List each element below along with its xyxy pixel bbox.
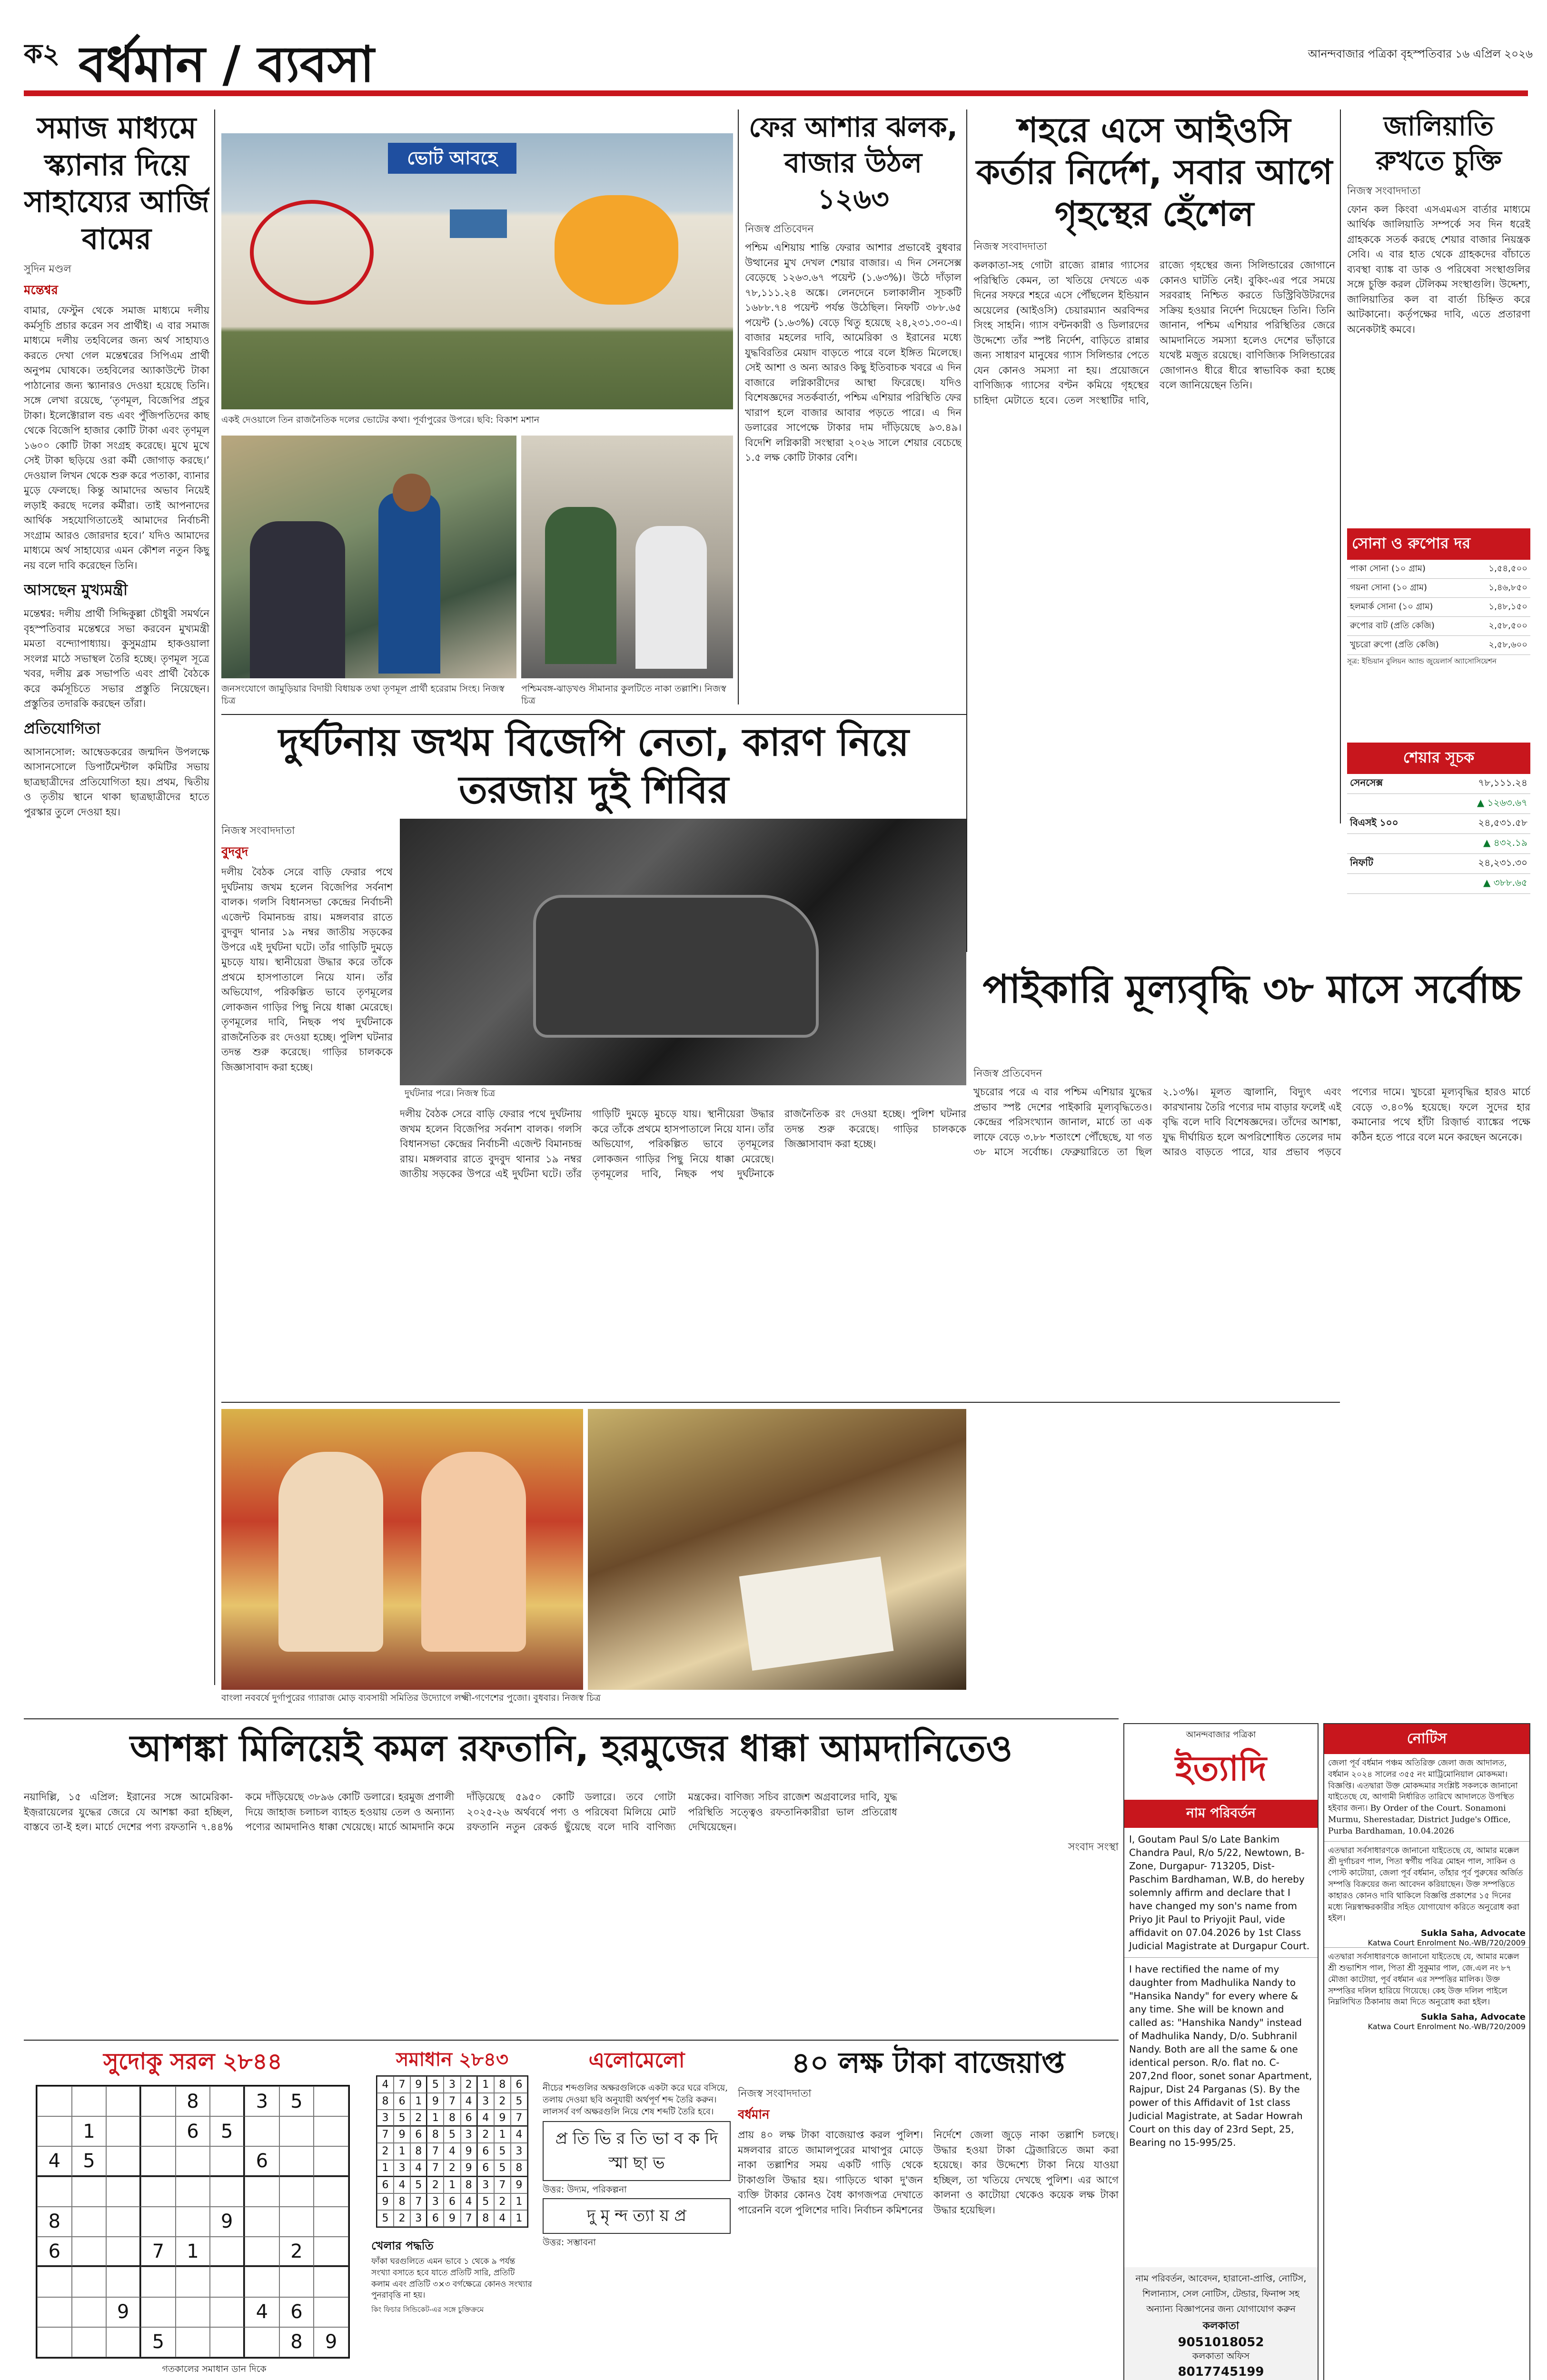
sudoku-cell[interactable] <box>279 2146 314 2176</box>
sudoku-cell[interactable]: 8 <box>279 2327 314 2357</box>
accident-photo <box>400 819 966 1085</box>
body: কলকাতা-সহ গোটা রাজ্যে রান্নার গ্যাসের পরিস্থিতি কেমন, তা খতিয়ে দেখতে এক দিনের সফরে শহরে এসে পৌঁছলেন ইন্ডিয়ান অয়েলের (আইওসি) চেয়ারম্যান অরবিন্দর সিংহ সাহনি। গ্যাস বন্টনকারী ও ডিলারদের উদ্দেশ্যে তাঁর স্পষ্ট নির্দেশ, বাড়িতে রান্নার জন্য সাধারণ মানুষের গ্যাস সিলিন্ডার পেতে যেন কোনও সমস্যা না হয়। প্রয়োজনে বাণিজ্যিক গ্যাসের বণ্টন কমিয়ে গৃহস্থের চাহিদা মেটাতে হবে। তেল সংস্থাটির দাবি, রাজ্যে গৃহস্থের জন্য সিলিন্ডারের জোগানে কোনও ঘাটতি নেই। বুকিং-এর পরে সময়ে সরবরাহ নিশ্চিত করতে ডিস্ট্রিবিউটরদের সক্রিয় হওয়ার নির্দেশ দিয়েছেন তিনি। তিনি জানান, পশ্চিম এশিয়ার পরিস্থিতির জেরে আমদানিতে সমস্যা হলেও দেশের ভাঁড়ারে যথেষ্ট মজুত রয়েছে। বাণিজ্যিক সিলিন্ডারের জোগানও ধীরে ধীরে স্বাভাবিক করা হচ্ছে বলে জানিয়েছেন তিনি। <box>973 259 1335 406</box>
sudoku-cell[interactable] <box>314 2207 348 2237</box>
gold-title: সোনা ও রুপোর দর <box>1347 528 1530 560</box>
sudoku-cell[interactable] <box>279 2207 314 2237</box>
solution-cell: 3 <box>444 2076 460 2093</box>
page-number: ক২ <box>24 39 60 69</box>
solution-cell: 7 <box>410 2193 427 2210</box>
solution-cell: 6 <box>477 2143 494 2160</box>
gold-note: সূত্র: ইন্ডিয়ান বুলিয়ন অ্যান্ড জুয়েলার্স অ্যাসোসিয়েশন <box>1347 657 1497 665</box>
article-accident <box>221 819 393 1395</box>
accident-headline: দুর্ঘটনায় জখম বিজেপি নেতা, কারণ নিয়ে তরজায় দুই শিবির <box>278 720 909 812</box>
body: ফোন কল কিংবা এসএমএস বার্তার মাধ্যমে আর্থিক জালিয়াতি সম্পর্কে সব দিন ধরেই গ্রাহককে সতর্ক করছে শেয়ার বাজার নিয়ন্ত্রক সেবি। এ বার হাত থেকে গ্রাহকদের বাঁচাতে ব্যবস্থা ব্যাঙ্ক বা ডাক ও পরিষেবা সংস্থাগুলির সঙ্গে চুক্তি করল টেলিকম সংস্থাগুলি। উদ্দেশ্য, জালিয়াতির কল বা বার্তা চিহ্নিত করে আটকানো। কর্তৃপক্ষের দাবি, এতে প্রতারণা অনেকটাই কমবে। <box>1347 203 1530 335</box>
solution-cell: 8 <box>461 2177 477 2193</box>
solution-cell: 2 <box>461 2076 477 2093</box>
stock-table <box>1347 774 1530 894</box>
sudoku-cell[interactable] <box>279 2116 314 2146</box>
solution-title: সমাধান ২৮৪৩ <box>396 2049 508 2071</box>
notice-3: এতদ্বারা সর্বসাধারণকে জানানো যাইতেছে যে, আমার মক্কেল শ্রী শুভাশিস পাল, পিতা শ্রী সুকুমার পাল, জে.এল নং ৮৭ মৌজা কাটোয়া, পূর্ব বর্ধমান এর সম্পত্তির মালিক। উক্ত সম্পত্তির দলিল হারিয়ে গিয়েছে। কেহ উক্ত দলিল পাইলে নিম্নলিখিত ঠিকানায় জমা দিতে অনুরোধ করা হইল। <box>1324 1947 1529 2012</box>
byline: নিজস্ব সংবাদদাতা <box>738 2088 812 2100</box>
article-exports <box>24 1790 1119 2037</box>
solution-cell: 5 <box>377 2210 394 2227</box>
sudoku-cell[interactable] <box>210 2146 245 2176</box>
solution-grid <box>376 2075 528 2228</box>
table-row: ▲ ৩৮৮.৬৫ <box>1347 874 1530 894</box>
ittyadi-brand: ইত্যাদি <box>1175 1748 1267 1788</box>
solution-cell: 6 <box>410 2126 427 2143</box>
sudoku-cell[interactable] <box>210 2237 245 2267</box>
sudoku-cell[interactable]: 8 <box>176 2086 210 2116</box>
solution-cell: 3 <box>394 2160 410 2177</box>
solution-cell: 9 <box>427 2093 444 2110</box>
solution-cell: 7 <box>494 2177 511 2193</box>
solution-cell: 2 <box>427 2177 444 2193</box>
solution-cell: 7 <box>427 2160 444 2177</box>
headline: ৪০ লক্ষ টাকা বাজেয়াপ্ত <box>791 2046 1065 2080</box>
solution-cell: 5 <box>511 2093 527 2110</box>
table-row: হলমার্ক সোনা (১০ গ্রাম) ১,৪৮,১৫০ <box>1347 598 1530 617</box>
body: খুচরোর পরে এ বার পশ্চিম এশিয়ার যুদ্ধের প্রভাব স্পষ্ট দেশের পাইকারি মূল্যবৃদ্ধিতেও। কেন্দ্রের পরিসংখ্যান জানাল, মার্চে তা এক লাফে বেড়ে ৩.৮৮ শতাংশে পৌঁছেছে, যা গত ৩৮ মাসে সর্বোচ্চ। ফেব্রুয়ারিতে তা ছিল ২.১৩%। মূলত জ্বালানি, বিদ্যুৎ এবং কারখানায় তৈরি পণ্যের দাম বাড়ার ফলেই এই বৃদ্ধি বলে দাবি বিশেষজ্ঞদের। তাঁদের আশঙ্কা, যুদ্ধ দীর্ঘায়িত হলে অপরিশোধিত তেলের দাম আরও বাড়তে পারে, যার প্রভাব পড়বে পণ্যের দামে। খুচরো মূল্যবৃদ্ধির হারও মার্চে বেড়ে ৩.৪০% হয়েছে। ফলে সুদের হার কমানোর পথে হাঁটা রিজ়ার্ভ ব্যাঙ্কের পক্ষে কঠিন হতে পারে বলে মনে করছেন অনেকে। <box>973 1086 1530 1158</box>
table-row: পাকা সোনা (১০ গ্রাম) ১,৫৪,৫০০ <box>1347 560 1530 579</box>
solution-cell: 5 <box>394 2110 410 2126</box>
solution-cell: 5 <box>477 2193 494 2210</box>
wall-graffiti-photo <box>221 133 733 409</box>
notice-column: নোটিস জেলা পূর্ব বর্ধমান পঞ্চম অতিরিক্ত জেলা জজ আদালত, বর্ধমান ২০২৪ সালের ৩৫৫ নং মাট্রিমোনিয়াল মোকদ্দমা। বিজ্ঞপ্তি। এতদ্বারা উক্ত মোকদ্দমার সংশ্লিষ্ট সকলকে জানানো যাইতেছে যে, আগামী নির্ধারিত তারিখে আদালতে উপস্থিত হইবার জন্য। By Order of the Court. Sonamoni Murmu, Sherestadar, District Judge's Office, Purba Bardhaman, 10.04.2026 এতদ্বারা সর্বসাধারণকে জানানো যাইতেছে যে, আমার মক্কেল শ্রী দুর্গাচরণ পাল, পিতা স্বর্গীয় পবিত্র মোহন পাল, সাকিন ও পোস্ট কাটোয়া, জেলা পূর্ব বর্ধমান, তাঁহার পূর্ব পুরুষের অর্জিত সম্পত্তি বিক্রয়ের জন্য আবেদন করিয়াছেন। উক্ত সম্পত্তিতে কাহারও কোনও দাবি থাকিলে বিজ্ঞপ্তি প্রকাশের ১৫ দিনের মধ্যে নিম্নস্বাক্ষরকারীর সহিত যোগাযোগ করিতে অনুরোধ করা হইল। Sukla Saha, Advocate Katwa Court Enrolment No.-WB/720/2009 এতদ্বারা সর্বসাধারণকে জানানো যাইতেছে যে, আমার মক্কেল শ্রী শুভাশিস পাল, পিতা শ্রী সুকুমার পাল, জে.এল নং ৮৭ মৌজা কাটোয়া, পূর্ব বর্ধমান এর সম্পত্তির মালিক। উক্ত সম্পত্তির দলিল হারিয়ে গিয়েছে। কেহ উক্ত দলিল পাইলে নিম্নলিখিত ঠিকানায় জমা দিতে অনুরোধ করা হইল। Sukla Saha, Advocate Katwa Court Enrolment No.-WB/720/2009 <box>1323 1723 1530 2380</box>
solution-cell: 7 <box>427 2143 444 2160</box>
solution-cell: 8 <box>394 2193 410 2210</box>
photo1-caption: একই দেওয়ালে তিন রাজনৈতিক দলের ভোটের কথা। পূর্বাপুরের উপরে। ছবি: বিকাশ মশান <box>221 415 540 425</box>
sudoku-cell[interactable] <box>106 2327 141 2357</box>
solution-cell: 5 <box>494 2143 511 2160</box>
sudoku-cell[interactable]: 7 <box>141 2237 176 2267</box>
solution-cell: 4 <box>394 2177 410 2193</box>
solution-cell: 1 <box>377 2160 394 2177</box>
sudoku-grid[interactable] <box>36 2085 350 2359</box>
sudoku-cell[interactable] <box>141 2146 176 2176</box>
sudoku-cell[interactable] <box>37 2327 72 2357</box>
solution-cell: 8 <box>511 2160 527 2177</box>
sudoku-footer: গতকালের সমাধান ডান দিকে <box>162 2364 267 2374</box>
sudoku-cell[interactable] <box>141 2297 176 2327</box>
sudoku-cell[interactable]: 4 <box>37 2146 72 2176</box>
byline: সংবাদ সংস্থা <box>1068 1841 1119 1853</box>
solution-cell: 3 <box>377 2110 394 2126</box>
sudoku-cell[interactable] <box>245 2267 279 2297</box>
sudoku-cell[interactable] <box>72 2327 107 2357</box>
ittyadi-column <box>1123 1723 1319 2380</box>
sudoku-cell[interactable] <box>176 2177 210 2207</box>
sudoku-cell[interactable] <box>72 2297 107 2327</box>
solution-cell: 2 <box>477 2126 494 2143</box>
accident-body-cont: দলীয় বৈঠক সেরে বাড়ি ফেরার পথে দুর্ঘটনায় জখম হলেন বিজেপির সর্বনাশ বালক। গলসি বিধানসভা কেন্দ্রের নির্বাচনী এজেন্ট বিমানচন্দ্র রায়। মঙ্গলবার রাতে বুদবুদ থানার ১৯ নম্বর জাতীয় সড়কের উপরে এই দুর্ঘটনা ঘটে। তাঁর গাড়িটি দুমড়ে মুচড়ে যায়। স্থানীয়েরা উদ্ধার করে তাঁকে প্রথমে হাসপাতালে নিয়ে যান। তাঁর অভিযোগ, পরিকল্পিত ভাবে তৃণমূলের লোকজন গাড়ির পিছু নিয়ে ধাক্কা মেরেছে। তৃণমূলের দাবি, নিছক পথ দুর্ঘটনাকে রাজনৈতিক রং দেওয়া হচ্ছে। পুলিশ ঘটনার তদন্ত শুরু করেছে। গাড়ির চালককে জিজ্ঞাসাবাদ করা হচ্ছে। <box>400 1108 966 1180</box>
sudoku-cell[interactable] <box>176 2267 210 2297</box>
header-rule <box>24 90 1528 96</box>
sudoku-cell[interactable]: 9 <box>106 2297 141 2327</box>
solution-cell: 4 <box>511 2126 527 2143</box>
sudoku-cell[interactable] <box>106 2237 141 2267</box>
solution-cell: 1 <box>427 2110 444 2126</box>
solution-cell: 6 <box>394 2093 410 2110</box>
sudoku-cell[interactable] <box>279 2267 314 2297</box>
solution-cell: 7 <box>394 2076 410 2093</box>
table-row: বিএসই ১০০ ২৪,৫৩১.৫৮ <box>1347 814 1530 834</box>
sudoku-cell[interactable] <box>106 2086 141 2116</box>
solution-cell: 4 <box>377 2076 394 2093</box>
sudoku-cell[interactable]: 1 <box>72 2116 107 2146</box>
sudoku-cell[interactable] <box>279 2177 314 2207</box>
sudoku-cell[interactable] <box>314 2267 348 2297</box>
solution-cell: 4 <box>461 2093 477 2110</box>
solution-cell: 8 <box>444 2110 460 2126</box>
sudoku-cell[interactable] <box>314 2297 348 2327</box>
article-cash-seized <box>738 2044 1119 2380</box>
sudoku-cell[interactable] <box>314 2237 348 2267</box>
table-row: রুপোর বাট (প্রতি কেজি) ২,৫৮,৫০০ <box>1347 617 1530 636</box>
sudoku-cell[interactable] <box>72 2086 107 2116</box>
solution-cell: 1 <box>477 2076 494 2093</box>
sudoku-cell[interactable]: 5 <box>141 2327 176 2357</box>
solution-cell: 1 <box>410 2093 427 2110</box>
byline: সুদিন মণ্ডল <box>24 263 71 275</box>
solution-cell: 9 <box>461 2160 477 2177</box>
byline: নিজস্ব সংবাদদাতা <box>1347 185 1421 197</box>
sudoku-cell[interactable]: 5 <box>210 2116 245 2146</box>
elomelo: এলোমেলো নীচের শব্দগুলির অক্ষরগুলিকে একটা করে ঘরে বসিয়ে, তলায় দেওয়া ছবি অনুযায়ী অর্থপূর্ণ শব্দ তৈরি করুন। লালসর্ব বর্গ অক্ষরগুলি নিয়ে শেষ শব্দটি তৈরি হবে। প্র তি ভি র তি ভা ব ক দি স্মা ছা ভ উত্তর: উদ্যম, পরিকল্পনা দু মৃ ন্দ ত্যা য় প্র উত্তর: সম্ভাবনা <box>543 2044 731 2380</box>
subhead-cm: আসছেন মুখ্যমন্ত্রী <box>24 581 128 599</box>
stock-title: শেয়ার সূচক <box>1347 743 1530 774</box>
solution-cell: 6 <box>427 2210 444 2227</box>
sudoku-title: সুদোকু সরল ২৮৪৪ <box>103 2048 282 2075</box>
byline: নিজস্ব প্রতিবেদন <box>973 1068 1042 1080</box>
solution-cell: 2 <box>494 2193 511 2210</box>
solution-cell: 3 <box>477 2093 494 2110</box>
phone-2[interactable]: 8017745199 <box>1178 2365 1264 2379</box>
solution-cell: 2 <box>444 2160 460 2177</box>
article-fraud <box>1347 109 1530 519</box>
solution-cell: 7 <box>444 2093 460 2110</box>
puja-photo-1 <box>221 1409 583 1690</box>
naka-checking-photo <box>521 436 733 678</box>
headline: জালিয়াতি রুখতে চুক্তি <box>1376 111 1502 177</box>
masthead-date: আনন্দবাজার পত্রিকা বৃহস্পতিবার ১৬ এপ্রিল ২০২৬ <box>1308 48 1533 60</box>
solution-cell: 2 <box>377 2143 394 2160</box>
puja-photo-2 <box>588 1409 966 1690</box>
gold-rate-box <box>1347 528 1530 733</box>
dateline: বর্ধমান <box>738 2108 770 2122</box>
photo2-caption: জনসংযোগে জামুড়িয়ার বিদায়ী বিধায়ক তথা তৃণমূল প্রার্থী হরেরাম সিংহ। নিজস্ব চিত্র <box>221 684 505 706</box>
article-scanner <box>24 109 209 1123</box>
notice-1: জেলা পূর্ব বর্ধমান পঞ্চম অতিরিক্ত জেলা জজ আদালত, বর্ধমান ২০২৪ সালের ৩৫৫ নং মাট্রিমোনিয়াল মোকদ্দমা। বিজ্ঞপ্তি। এতদ্বারা উক্ত মোকদ্দমার সংশ্লিষ্ট সকলকে জানানো যাইতেছে যে, আগামী নির্ধারিত তারিখে আদালতে উপস্থিত হইবার জন্য। By Order of the Court. Sonamoni Murmu, Sherestadar, District Judge's Office, Purba Bardhaman, 10.04.2026 <box>1328 1758 1518 1836</box>
sudoku-cell[interactable]: 1 <box>176 2237 210 2267</box>
solution-cell: 6 <box>461 2110 477 2126</box>
sudoku-cell[interactable] <box>176 2327 210 2357</box>
sudoku-cell[interactable] <box>176 2146 210 2176</box>
article-inflation <box>973 1061 1530 1590</box>
campaign-photo <box>221 436 516 678</box>
sudoku-cell[interactable] <box>245 2177 279 2207</box>
sudoku-cell[interactable] <box>314 2177 348 2207</box>
solution-cell: 8 <box>427 2126 444 2143</box>
solution-cell: 5 <box>427 2076 444 2093</box>
sudoku-cell[interactable] <box>176 2207 210 2237</box>
solution-cell: 3 <box>477 2177 494 2193</box>
sudoku-cell[interactable] <box>37 2267 72 2297</box>
article-ioc <box>973 109 1335 962</box>
accident-photo-caption: দুর্ঘটনার পরে। নিজস্ব চিত্র <box>405 1088 496 1099</box>
solution-cell: 1 <box>444 2177 460 2193</box>
sudoku-cell[interactable] <box>210 2297 245 2327</box>
solution-cell: 7 <box>511 2110 527 2126</box>
table-row: ▲ ১২৬৩.৬৭ <box>1347 794 1530 814</box>
sudoku-cell[interactable]: 5 <box>72 2146 107 2176</box>
article-market <box>745 109 962 942</box>
solution-cell: 2 <box>394 2210 410 2227</box>
sudoku-cell[interactable] <box>210 2177 245 2207</box>
solution-cell: 2 <box>410 2110 427 2126</box>
photo-badge: ভোট আবহে <box>388 143 516 174</box>
solution-cell: 9 <box>444 2210 460 2227</box>
sudoku-cell[interactable] <box>314 2146 348 2176</box>
solution-cell: 9 <box>461 2143 477 2160</box>
table-row: ▲ ৪৩২.১৯ <box>1347 834 1530 854</box>
sudoku-cell[interactable]: 5 <box>279 2086 314 2116</box>
ad-contact: নাম পরিবর্তন, আবেদন, হারানো-প্রাপ্তি, নোটিস, শিলান্যাস, সেল নোটিস, টেন্ডার, ফিনান্স সহ অন্যান্য বিজ্ঞাপনের জন্য যোগাযোগ করুন কলকাতা 9051018052 কলকাতা অফিস 8017745199 <box>1124 2267 1318 2380</box>
puzzle-1[interactable]: প্র তি ভি র তি ভা ব ক দি স্মা ছা ভ <box>543 2121 731 2181</box>
elomelo-title: এলোমেলো <box>588 2048 685 2073</box>
body: প্রায় ৪০ লক্ষ টাকা বাজেয়াপ্ত করল পুলিশ। মঙ্গলবার রাতে জামালপুরের মাথাপুর মোড়ে নাকা তল্লাশির সময় একটি গাড়ি থেকে টাকাগুলি উদ্ধার হয়। গাড়িতে থাকা দু'জন ব্যক্তি টাকার কোনও বৈধ কাগজপত্র দেখাতে পারেননি বলে পুলিশের দাবি। নির্বাচন কমিশনের নির্দেশে জেলা জুড়ে নাকা তল্লাশি চলছে। উদ্ধার হওয়া টাকা ট্রেজারিতে জমা করা হয়েছে। কার উদ্দেশ্যে টাকা নিয়ে যাওয়া হচ্ছিল, তা খতিয়ে দেখছে পুলিশ। এর আগে কালনা ও কাটোয়া থেকেও কয়েক লক্ষ টাকা উদ্ধার হয়েছিল। <box>738 2129 1119 2216</box>
photo4-caption: বাংলা নববর্ষে দুর্গাপুরের গ্যারাজ মোড় ব্যবসায়ী সমিতির উদ্যোগে লক্ষ্মী-গণেশের পুজো। বুধবার। নিজস্ব চিত্র <box>221 1693 601 1703</box>
sudoku-cell[interactable] <box>106 2116 141 2146</box>
sudoku-cell[interactable] <box>141 2267 176 2297</box>
solution-cell: 3 <box>427 2193 444 2210</box>
sudoku-cell[interactable] <box>245 2327 279 2357</box>
table-row: সেনসেক্স ৭৮,১১১.২৪ <box>1347 774 1530 794</box>
sudoku-cell[interactable] <box>106 2177 141 2207</box>
gold-table <box>1347 560 1530 655</box>
sudoku-cell[interactable] <box>72 2267 107 2297</box>
solution-cell: 4 <box>410 2160 427 2177</box>
sudoku-cell[interactable]: 9 <box>210 2207 245 2237</box>
solution-cell: 8 <box>377 2093 394 2110</box>
stock-index-box <box>1347 743 1530 900</box>
body: বামার, ফেস্টুন থেকে সমাজ মাধ্যমে দলীয় কর্মসূচি প্রচার করেন সব প্রার্থীই। এ বার সমাজ মাধ্যমে দলীয় তহবিলের জন্য অর্থ সাহায্যও করতে দেখা গেল মন্তেশ্বরের সিপিএম প্রার্থী অনুপম ঘোষকে। তহবিলের অ্যাকাউন্টে টাকা পাঠানোর জন্য স্ক্যানারও দেওয়া হয়েছে তিনি। সঙ্গে লেখা রয়েছে, ‘তৃণমূল, বিজেপির প্রচুর টাকা। ইলেক্টোরাল বন্ড এবং পুঁজিপতিদের কাছ থেকে বিজেপি হাজার কোটি টাকা এবং তৃণমূল ১৬০০ কোটি টাকা সংগ্রহ করেছে। মুখে মুখে সেই টাকা ছড়িয়ে ওরা কর্মী জোগাড় করছে।’ দেওয়াল লিখন থেকে শুরু করে পতাকা, ব্যানার মুড়ে ফেলছে। কিন্তু আমাদের অভাব নিয়েই লড়াই করছে দলের কর্মীরা। তাই আপনাদের আর্থিক সহযোগিতাতেই আমাদের নির্বাচনী সংগ্রাম আরও জোরদার হবে।’ যদিও আমাদের মাধ্যমে অর্থ সাহায্যের এমন কৌশল নতুন কিছু নয় বলে দাবি করেছেন তিনি। <box>24 305 209 571</box>
phone-1[interactable]: 9051018052 <box>1178 2335 1264 2350</box>
solution-cell: 6 <box>377 2177 394 2193</box>
solution-cell: 8 <box>410 2143 427 2160</box>
byline: নিজস্ব সংবাদদাতা <box>973 241 1047 253</box>
photo3-caption: পশ্চিমবঙ্গ-ঝাড়খণ্ড সীমানার কুলটিতে নাকা তল্লাশি। নিজস্ব চিত্র <box>521 684 726 706</box>
solution-cell: 9 <box>410 2076 427 2093</box>
solution-cell: 3 <box>511 2143 527 2160</box>
solution-cell: 9 <box>511 2177 527 2193</box>
sudoku-cell[interactable]: 6 <box>279 2297 314 2327</box>
sudoku-cell[interactable]: 6 <box>245 2146 279 2176</box>
name-change-2: I have rectified the name of my daughter from Madhulika Nandy to "Hansika Nandy" for every where & any time. She will be known and called as: "Hanshika Nandy" instead of Madhulika Nandy, D/o. Subhranil Nandy. Both are all the same & one identical person. R/o. flat no. C-207,2nd floor, sonet sonar Apartment, Rajpur, Dist 24 Parganas (S). By the power of this Affidavit of 1st class Judicial Magistrate, at Sadar Howrah Court on this day of 23rd Sept, 25, Bearing no 15-995/25. <box>1124 1957 1318 2154</box>
sudoku-cell[interactable] <box>37 2297 72 2327</box>
solution-cell: 6 <box>444 2193 460 2210</box>
sudoku-cell[interactable]: 3 <box>245 2086 279 2116</box>
solution-cell: 3 <box>410 2210 427 2227</box>
sudoku-cell[interactable] <box>314 2086 348 2116</box>
subhead-competition: প্রতিযোগিতা <box>24 719 101 737</box>
solution-cell: 1 <box>511 2193 527 2210</box>
sudoku-cell[interactable] <box>141 2177 176 2207</box>
solution-cell: 4 <box>494 2210 511 2227</box>
table-row: খুচরো রুপো (প্রতি কেজি) ২,৫৮,৬০০ <box>1347 636 1530 655</box>
table-row: গয়না সোনা (১০ গ্রাম) ১,৪৬,৮৫০ <box>1347 579 1530 598</box>
sudoku-cell[interactable]: 4 <box>245 2297 279 2327</box>
sudoku-cell[interactable]: 6 <box>37 2237 72 2267</box>
exports-headline: আশঙ্কা মিলিয়েই কমল রফতানি, হরমুজের ধাক্কা আমদানিতেও <box>130 1727 1012 1769</box>
solution-cell: 1 <box>494 2126 511 2143</box>
notice-title: নোটিস <box>1324 1724 1529 1754</box>
solution-cell: 9 <box>494 2110 511 2126</box>
table-row: নিফটি ২৪,২৩১.৩০ <box>1347 854 1530 874</box>
sudoku-cell[interactable] <box>37 2177 72 2207</box>
headline: সমাজ মাধ্যমে স্ক্যানার দিয়ে সাহায্যের আর্জি বামের <box>24 110 209 256</box>
inflation-headline: পাইকারি মূল্যবৃদ্ধি ৩৮ মাসে সর্বোচ্চ <box>982 967 1521 1012</box>
sudoku-cell[interactable] <box>245 2237 279 2267</box>
sudoku-cell[interactable] <box>141 2116 176 2146</box>
body: দলীয় বৈঠক সেরে বাড়ি ফেরার পথে দুর্ঘটনায় জখম হলেন বিজেপির সর্বনাশ বালক। গলসি বিধানসভা কেন্দ্রের নির্বাচনী এজেন্ট বিমানচন্দ্র রায়। মঙ্গলবার রাতে বুদবুদ থানার ১৯ নম্বর জাতীয় সড়কের উপরে এই দুর্ঘটনা ঘটে। তাঁর গাড়িটি দুমড়ে মুচড়ে যায়। স্থানীয়েরা উদ্ধার করে তাঁকে প্রথমে হাসপাতালে নিয়ে যান। তাঁর অভিযোগ, পরিকল্পিত ভাবে তৃণমূলের লোকজন গাড়ির পিছু নিয়ে ধাক্কা মেরেছে। তৃণমূলের দাবি, নিছক পথ দুর্ঘটনাকে রাজনৈতিক রং দেওয়া হচ্ছে। পুলিশ ঘটনার তদন্ত শুরু করেছে। গাড়ির চালককে জিজ্ঞাসাবাদ করা হচ্ছে। <box>221 866 393 1073</box>
solution-cell: 5 <box>444 2126 460 2143</box>
headline: ফের আশার ঝলক, বাজার উঠল ১২৬৩ <box>749 111 958 215</box>
sudoku-cell[interactable] <box>141 2086 176 2116</box>
sudoku-cell[interactable] <box>210 2327 245 2357</box>
solution-cell: 5 <box>410 2177 427 2193</box>
solution-cell: 4 <box>461 2193 477 2210</box>
solution-cell: 3 <box>461 2126 477 2143</box>
ittyadi-sub: আনন্দবাজার পত্রিকা <box>1186 1730 1256 1740</box>
sudoku-cell[interactable] <box>210 2267 245 2297</box>
solution-cell: 4 <box>477 2110 494 2126</box>
dateline: মন্তেশ্বর <box>24 283 58 298</box>
sudoku-cell[interactable] <box>106 2146 141 2176</box>
sudoku-cell[interactable] <box>37 2086 72 2116</box>
sudoku-cell[interactable]: 2 <box>279 2237 314 2267</box>
body: নয়াদিল্লি, ১৫ এপ্রিল: ইরানের সঙ্গে আমেরিকা-ইজ়রায়েলের যুদ্ধের জেরে যে আশঙ্কা করা হচ্ছিল, বাস্তবে তা-ই হল। মার্চে দেশের পণ্য রফতানি ৭.৪৪% কমে দাঁড়িয়েছে ৩৮৯৬ কোটি ডলারে। হরমুজ প্রণালী দিয়ে জাহাজ চলাচল ব্যাহত হওয়ায় তেল ও অন্যান্য পণ্যের আমদানিও ধাক্কা খেয়েছে। মার্চে আমদানি কমে দাঁড়িয়েছে ৫৯৫০ কোটি ডলারে। তবে গোটা ২০২৫-২৬ অর্থবর্ষে পণ্য ও পরিষেবা মিলিয়ে মোট রফতানি নতুন রেকর্ড ছুঁয়েছে বলে দাবি বাণিজ্য মন্ত্রকের। বাণিজ্য সচিব রাজেশ অগ্রবালের দাবি, যুদ্ধ পরিস্থিতি সত্ত্বেও রফতানিকারীরা ভাল প্রতিরোধ দেখিয়েছেন। <box>24 1791 897 1833</box>
name-change-1: I, Goutam Paul S/o Late Bankim Chandra Paul, R/o 5/22, Newtown, B-Zone, Durgapur- 713205, Dist-Paschim Bardhaman, W.B, do hereby solemnly affirm and declare that I have changed my son's name from Priyo Jit Paul to Priyojit Paul, vide affidavit on 07.04.2026 by 1st Class Judicial Magistrate at Durgapur Court. <box>1129 1834 1310 1952</box>
ittyadi-title: নাম পরিবর্তন <box>1124 1800 1318 1828</box>
solution-cell: 6 <box>477 2160 494 2177</box>
byline: নিজস্ব প্রতিবেদন <box>745 223 814 236</box>
sudoku-cell[interactable] <box>245 2207 279 2237</box>
rules: খেলার পদ্ধতি ফাঁকা ঘরগুলিতে এমন ভাবে ১ থেকে ৯ পর্যন্ত সংখ্যা বসাতে হবে যাতে প্রতিটি সারি, প্রতিটি কলাম এবং প্রতিটি ৩×৩ বর্গক্ষেত্রে কোনও সংখ্যার পুনরাবৃত্তি না হয়। কিং ফিচার সিন্ডিকেট-এর সঙ্গে চুক্তিক্রমে <box>371 2239 532 2314</box>
sudoku-cell[interactable]: 6 <box>176 2116 210 2146</box>
sudoku-cell[interactable] <box>72 2177 107 2207</box>
solution-cell: 5 <box>494 2160 511 2177</box>
sudoku-cell[interactable] <box>37 2116 72 2146</box>
sudoku-cell[interactable] <box>72 2207 107 2237</box>
solution-cell: 7 <box>461 2210 477 2227</box>
sudoku-cell[interactable] <box>141 2207 176 2237</box>
solution-cell: 7 <box>377 2126 394 2143</box>
sudoku-cell[interactable]: 9 <box>314 2327 348 2357</box>
puzzle-2[interactable]: দু মৃ ন্দ ত্যা য় প্র <box>543 2198 731 2234</box>
solution-cell: 1 <box>394 2143 410 2160</box>
solution-cell: 2 <box>494 2093 511 2110</box>
sudoku-cell[interactable] <box>210 2086 245 2116</box>
solution-cell: 9 <box>394 2126 410 2143</box>
section-title: বর্ধমান / ব্যবসা <box>79 35 375 88</box>
solution-cell: 9 <box>377 2193 394 2210</box>
solution-cell: 6 <box>511 2076 527 2093</box>
solution-cell: 8 <box>494 2076 511 2093</box>
solution-cell: 4 <box>444 2143 460 2160</box>
body-competition: আসানসোল: আম্বেডকরের জন্মদিন উপলক্ষে আসানসোলে ডিপার্টমেন্টাল কমিটির সভায় ছাত্রছাত্রীদের প্রতিযোগিতা হয়। প্রথম, দ্বিতীয় ও তৃতীয় স্থানে থাকা ছাত্রছাত্রীদের হাতে পুরস্কার তুলে দেওয়া হয়। <box>24 746 209 818</box>
notice-2: এতদ্বারা সর্বসাধারণকে জানানো যাইতেছে যে, আমার মক্কেল শ্রী দুর্গাচরণ পাল, পিতা স্বর্গীয় পবিত্র মোহন পাল, সাকিন ও পোস্ট কাটোয়া, জেলা পূর্ব বর্ধমান, তাঁহার পূর্ব পুরুষের অর্জিত সম্পত্তি বিক্রয়ের জন্য আবেদন করিয়াছেন। উক্ত সম্পত্তিতে কাহারও কোনও দাবি থাকিলে বিজ্ঞপ্তি প্রকাশের ১৫ দিনের মধ্যে নিম্নস্বাক্ষরকারীর সহিত যোগাযোগ করিতে অনুরোধ করা হইল। <box>1324 1841 1529 1929</box>
solution-cell: 8 <box>477 2210 494 2227</box>
body-cm: মন্তেশ্বর: দলীয় প্রার্থী সিদ্দিকুল্লা চৌধুরী সমর্থনে বৃহস্পতিবার মন্তেশ্বরে সভা করবেন মুখ্যমন্ত্রী মমতা বন্দ্যোপাধ্যায়। কুসুমগ্রাম হাকওয়ালা সংলগ্ন মাঠে সভাস্থল তৈরি হচ্ছে। তৃণমূল সূত্রে খবর, দলীয় ব্লক সভাপতি এবং প্রার্থী বৈঠকে করে কর্মসূচিতে সভার প্রস্তুতি নিয়েছেন। প্রস্তুতির তদারকি করছেন তাঁরা। <box>24 608 209 709</box>
sudoku-cell[interactable] <box>106 2207 141 2237</box>
headline: শহরে এসে আইওসি কর্তার নির্দেশ, সবার আগে গৃহস্থের হেঁশেল <box>976 110 1333 234</box>
sudoku-cell[interactable] <box>106 2267 141 2297</box>
sudoku-cell[interactable] <box>176 2297 210 2327</box>
byline: নিজস্ব সংবাদদাতা <box>221 825 295 837</box>
solution-cell: 1 <box>511 2210 527 2227</box>
dateline: বুদবুদ <box>221 845 248 859</box>
sudoku-cell[interactable] <box>314 2116 348 2146</box>
sudoku-cell[interactable] <box>245 2116 279 2146</box>
sudoku-cell[interactable] <box>72 2237 107 2267</box>
body: পশ্চিম এশিয়ায় শান্তি ফেরার আশার প্রভাবেই বুধবার উত্থানের মুখ দেখল শেয়ার বাজার। এ দিন সেনসেক্স বেড়েছে ১২৬৩.৬৭ পয়েন্ট (১.৬৩%)। উঠে দাঁড়াল ৭৮,১১১.২৪ অঙ্কে। লেনদেনে চলাকালীন সূচকটি ১৬৮৮.৭৪ পয়েন্ট পর্যন্ত উঠেছিল। নিফটি ৩৮৮.৬৫ পয়েন্ট (১.৬৩%) বেড়ে থিতু হয়েছে ২৪,২৩১.৩০-এ। বাজার মহলের দাবি, আমেরিকা ও ইরানের মধ্যে যুদ্ধবিরতির মেয়াদ বাড়তে পারে বলে ইঙ্গিত মিলেছে। সেই আশা ও অন্য আরও কিছু ইতিবাচক খবরে এ দিন বাজারে লগ্নিকারীদের আস্থা ফিরেছে। যদিও বিশেষজ্ঞদের সতর্কবার্তা, পশ্চিম এশিয়ার পরিস্থিতি ফের খারাপ হলে বাজার আবার পড়তে পারে। এ দিন ডলারের সাপেক্ষে টাকার দাম দাঁড়িয়েছে ৯৩.৪৯। বিদেশি লগ্নিকারী সংস্থারা ২০২৬ সালে শেয়ার বেচেছে ১.৫ লক্ষ কোটি টাকার বেশি। <box>745 242 962 464</box>
sudoku-cell[interactable]: 8 <box>37 2207 72 2237</box>
